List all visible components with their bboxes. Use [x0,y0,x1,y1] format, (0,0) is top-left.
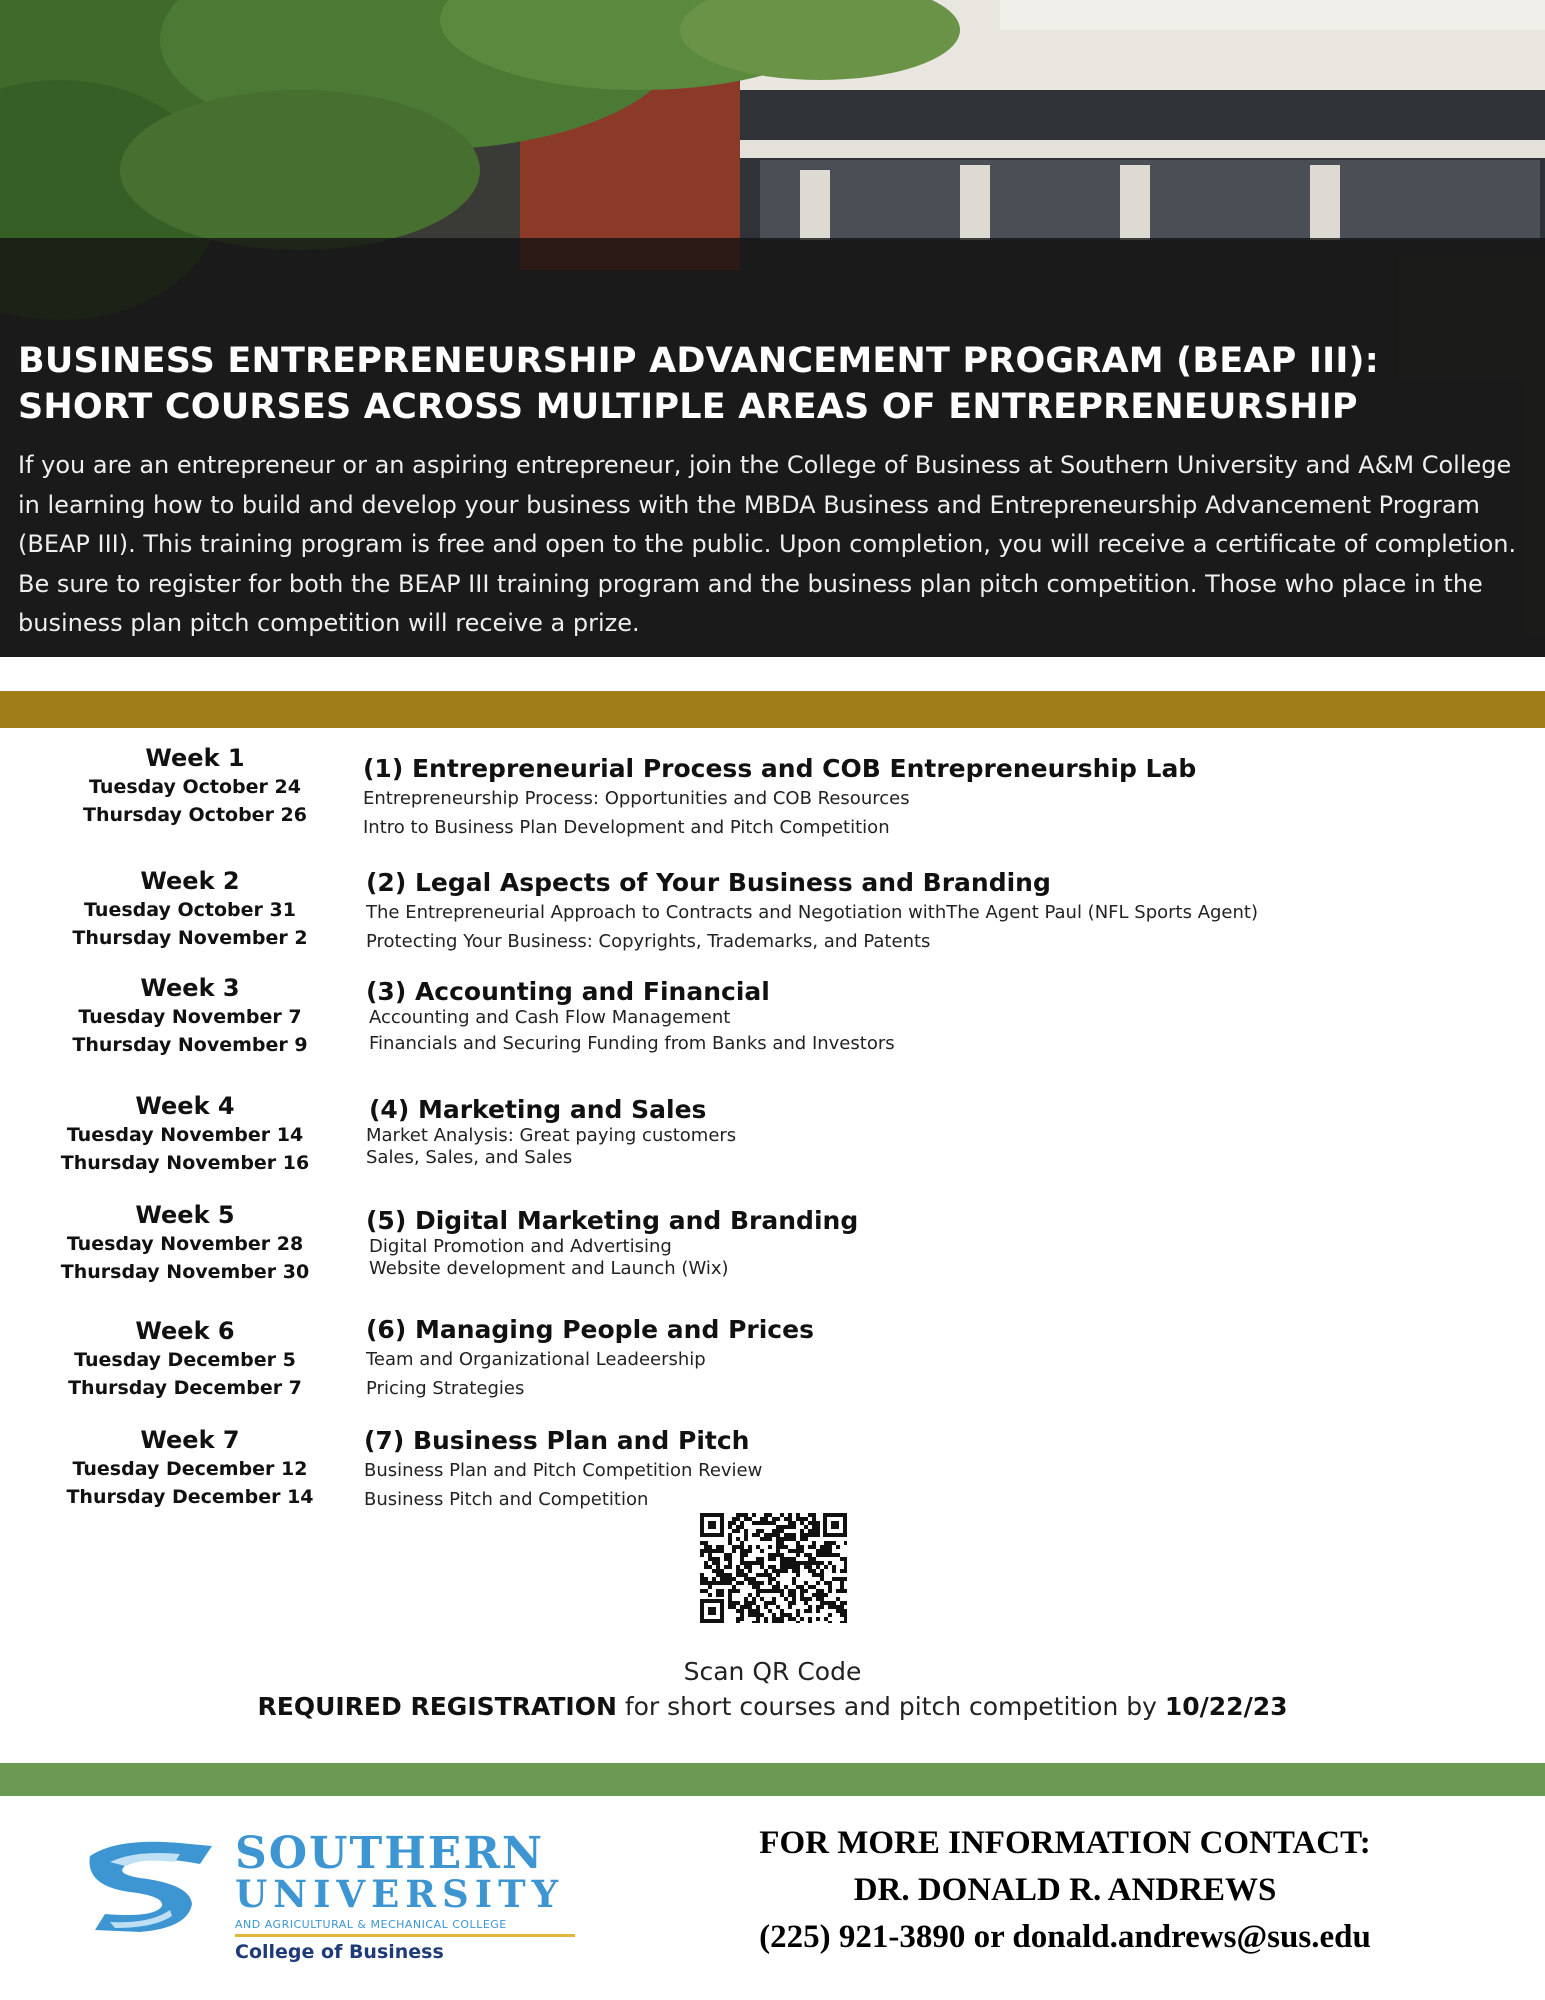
week-date: Thursday December 14 [66,1486,314,1508]
course-5 [366,1205,858,1280]
course-topic: Market Analysis: Great paying customers [366,1125,737,1146]
week-1-block [45,743,345,829]
registration-notice [0,1690,1545,1724]
course-title: (4) Marketing and Sales [369,1095,707,1124]
course-topic: Business Plan and Pitch Competition Review [364,1460,763,1481]
course-topic: Pricing Strategies [366,1378,525,1399]
week-date: Thursday November 16 [60,1152,310,1174]
su-emblem-icon [80,1836,225,1936]
logo-name-line-1: SOUTHERN [235,1828,545,1879]
gold-divider [0,691,1545,728]
course-topic: Website development and Launch (Wix) [369,1258,729,1279]
contact-heading: FOR MORE INFORMATION CONTACT: [759,1825,1371,1861]
intro-paragraph: If you are an entrepreneur or an aspiring entrepreneur, join the College of Business at Southern University and A&M College in learning how to build and develop your business with the MBDA Business and Entrepreneurship Advancement Program (BEAP III). This training program is free and open to the public. Upon completion, you will receive a certificate of completion. Be sure to register for both the BEAP III training program and the business plan pitch competition. Those who place in the business plan pitch competition will receive a prize. [18,451,1517,637]
week-4-block [35,1091,335,1177]
course-topic: Digital Promotion and Advertising [369,1236,672,1257]
course-title: (2) Legal Aspects of Your Business and Branding [366,868,1051,897]
course-topic: Protecting Your Business: Copyrights, Trademarks, and Patents [366,931,931,952]
course-topic: Sales, Sales, and Sales [366,1147,573,1168]
week-label: Week 7 [140,1426,240,1454]
week-date: Tuesday December 5 [74,1349,296,1371]
course-2 [366,867,1258,956]
registration-qr-code[interactable] [700,1513,847,1623]
week-date: Tuesday October 24 [89,776,301,798]
course-7 [364,1425,762,1514]
week-date: Thursday November 30 [60,1261,310,1283]
week-label: Week 3 [140,974,240,1002]
week-label: Week 6 [135,1317,235,1345]
course-title: (1) Entrepreneurial Process and COB Entrepreneurship Lab [363,754,1197,783]
title-line-1: BUSINESS ENTREPRENEURSHIP ADVANCEMENT PROGRAM (BEAP III): [18,341,1379,381]
title-line-2: SHORT COURSES ACROSS MULTIPLE AREAS OF ENTREPRENEURSHIP [18,387,1358,427]
course-4 [366,1094,736,1169]
week-7-block [40,1425,340,1511]
course-topic: Intro to Business Plan Development and Pitch Competition [363,817,890,838]
logo-college: College of Business [235,1941,444,1963]
registration-text: for short courses and pitch competition by [616,1692,1165,1721]
week-date: Tuesday November 14 [66,1124,304,1146]
week-date: Tuesday November 7 [78,1006,302,1028]
logo-name-line-2: UNIVERSITY [235,1872,565,1916]
qr-caption: Scan QR Code [683,1657,862,1686]
week-date: Thursday November 2 [72,927,308,949]
week-5-block [35,1200,335,1286]
logo-underline [235,1934,575,1937]
hero-banner [0,0,1545,657]
course-topic: Team and Organizational Leadeership [366,1349,706,1370]
week-date: Thursday October 26 [83,804,307,826]
course-title: (6) Managing People and Prices [366,1315,814,1344]
week-label: Week 2 [140,867,240,895]
course-6 [366,1314,814,1403]
course-topic: Financials and Securing Funding from Banks and Investors [369,1033,895,1054]
week-date: Tuesday October 31 [84,899,296,921]
contact-block [650,1820,1480,1961]
page-title [18,338,1528,430]
week-date: Thursday December 7 [68,1377,302,1399]
course-topic: The Entrepreneurial Approach to Contracts and Negotiation withThe Agent Paul (NFL Sports Agent) [366,902,1258,923]
week-date: Tuesday December 12 [72,1458,308,1480]
registration-deadline: 10/22/23 [1164,1692,1288,1721]
week-date: Thursday November 9 [72,1034,308,1056]
week-label: Week 1 [145,744,245,772]
week-date: Tuesday November 28 [66,1233,304,1255]
course-topic: Accounting and Cash Flow Management [369,1007,731,1028]
course-topic: Business Pitch and Competition [364,1489,649,1510]
week-6-block [35,1316,335,1402]
course-topic: Entrepreneurship Process: Opportunities and COB Resources [363,788,910,809]
week-label: Week 5 [135,1201,235,1229]
course-1 [363,753,1196,842]
week-3-block [40,973,340,1059]
course-3 [366,976,895,1058]
course-title: (5) Digital Marketing and Branding [366,1206,859,1235]
logo-subtitle: AND AGRICULTURAL & MECHANICAL COLLEGE [235,1918,507,1931]
course-title: (3) Accounting and Financial [366,977,770,1006]
week-label: Week 4 [135,1092,235,1120]
course-title: (7) Business Plan and Pitch [364,1426,750,1455]
required-registration-label: REQUIRED REGISTRATION [257,1692,617,1721]
contact-name: DR. DONALD R. ANDREWS [853,1872,1277,1908]
green-divider [0,1763,1545,1796]
southern-university-logo [80,1830,580,1970]
contact-details[interactable]: (225) 921-3890 or donald.andrews@sus.edu [759,1919,1371,1955]
week-2-block [40,866,340,952]
